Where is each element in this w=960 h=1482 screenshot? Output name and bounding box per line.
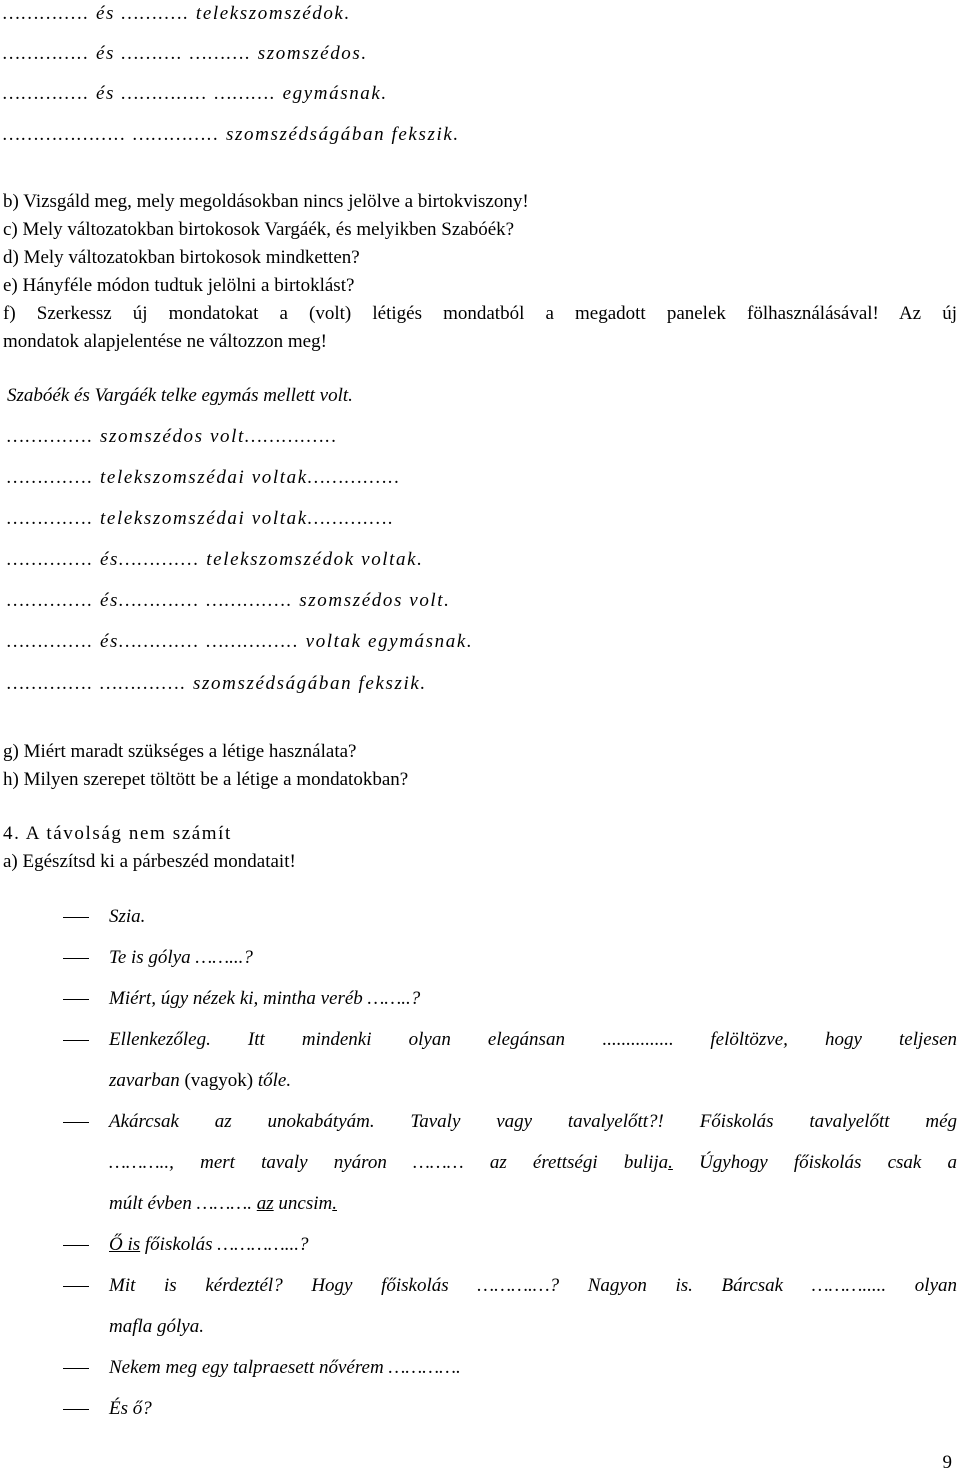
dialogue-text-5: Akárcsak az unokabátyám. Tavaly vagy tavalyelőtt?! Főiskolás tavalyelőtt még (109, 1111, 958, 1132)
fill-line-1: ……….…. szomszédos volt……….….. (7, 426, 338, 447)
dialogue-text: Miért, úgy nézek ki, mintha veréb ……..? (109, 988, 421, 1009)
section-4-title: 4. A távolság nem számít (3, 823, 232, 844)
dialogue-text-7: Mit is kérdeztél? Hogy főiskolás ……….…? Nagyon is. Bárcsak ………..... olyan (109, 1275, 958, 1296)
dash-icon (63, 1040, 89, 1041)
dialogue-text-4-cont: zavarban (vagyok) tőle. (109, 1070, 292, 1091)
dash-icon (63, 1368, 89, 1369)
top-line-4: ……………….. ………….. szomszédságában fekszik. (3, 124, 460, 145)
question-c: c) Mely változatokban birtokosok Vargáék, és melyikben Szabóék? (3, 219, 515, 240)
dash-icon (63, 917, 89, 918)
top-line-1: ……….…. és …….…. telekszomszédok. (3, 3, 351, 24)
dialogue-text: Nekem meg egy talpraesett nővérem …………. (109, 1357, 461, 1378)
dialogue-line-9 (0, 1395, 960, 1425)
fill-line-4: ……….…. és……….... telekszomszédok voltak. (7, 549, 424, 570)
dash-icon (63, 1409, 89, 1410)
fill-line-6: ……….…. és……….... ……….….. voltak egymásnak. (7, 631, 474, 652)
dialogue-text-7-cont: mafla gólya. (109, 1316, 204, 1337)
question-h: h) Milyen szerepet töltött be a létige a mondatokban? (3, 769, 409, 790)
question-g: g) Miért maradt szükséges a létige használata? (3, 741, 357, 762)
dialogue-text: Szia. (109, 906, 146, 927)
question-b: b) Vizsgáld meg, mely megoldásokban nincs jelölve a birtokviszony! (3, 191, 529, 212)
fill-line-2: ……….…. telekszomszédai voltak……….….. (7, 467, 401, 488)
fill-line-5: ……….…. és……….... ……….…. szomszédos volt. (7, 590, 451, 611)
question-d: d) Mely változatokban birtokosok mindketten? (3, 247, 360, 268)
question-f-cont: mondatok alapjelentése ne változzon meg! (3, 331, 327, 352)
top-line-3: ……….…. és ………….. ………. egymásnak. (3, 83, 388, 104)
question-e: e) Hányféle módon tudtuk jelölni a birtoklást? (3, 275, 355, 296)
dialogue-text-5-line2: ……….., mert tavaly nyáron ……… az érettségi bulija. Úgyhogy főiskolás csak a (109, 1152, 957, 1173)
fill-line-7: ……….…. ……….…. szomszédságában fekszik. (7, 673, 427, 694)
dialogue-line-8 (0, 1354, 960, 1384)
dialogue-text: Ő is főiskolás …………...? (109, 1234, 309, 1255)
top-line-2: ………….. és ………. ………. szomszédos. (3, 43, 368, 64)
dialogue-text: És ő? (109, 1398, 152, 1419)
dialogue-text: Te is gólya ……...? (109, 947, 253, 968)
dash-icon (63, 999, 89, 1000)
dialogue-text-4: Ellenkezőleg. Itt mindenki olyan elegánsan ............... felöltözve, hogy teljesen (109, 1029, 958, 1050)
dialogue-line-6 (0, 1231, 960, 1261)
question-f: f) Szerkessz új mondatokat a (volt) létigés mondatból a megadott panelek fölhasználásával! Az új (3, 303, 957, 324)
dialogue-line-2 (0, 944, 960, 974)
page-number: 9 (942, 1452, 952, 1473)
dialogue-line-1 (0, 903, 960, 933)
example-sentence: Szabóék és Vargáék telke egymás mellett volt. (7, 385, 353, 406)
dash-icon (63, 1122, 89, 1123)
dash-icon (63, 1286, 89, 1287)
dialogue-text-5-line3: múlt évben ………. az uncsim. (109, 1193, 337, 1214)
dialogue-line-3 (0, 985, 960, 1015)
dash-icon (63, 958, 89, 959)
dash-icon (63, 1245, 89, 1246)
fill-line-3: ……….…. telekszomszédai voltak……….…. (7, 508, 395, 529)
section-4-instruction: a) Egészítsd ki a párbeszéd mondatait! (3, 851, 296, 872)
